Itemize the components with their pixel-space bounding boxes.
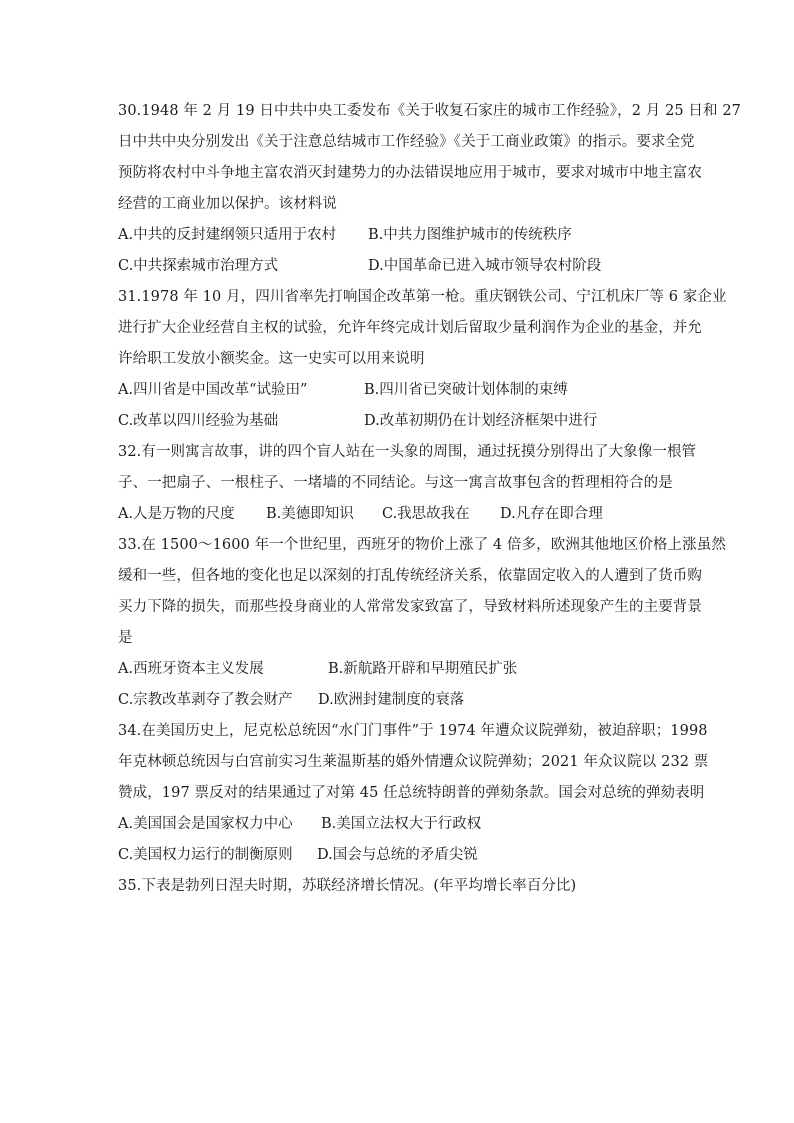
option-row xyxy=(118,654,678,685)
option-d: D.中国革命已进入城市领导农村阶段 xyxy=(368,258,602,274)
question-32 xyxy=(118,437,697,530)
question-text-line: 31.1978 年 10 月，四川省率先打响国企改革第一枪。重庆钢铁公司、宁江机床厂等 6 家企业 xyxy=(118,289,727,305)
question-text-line: 35.下表是勃列日涅夫时期，苏联经济增长情况。(年平均增长率百分比) xyxy=(118,878,577,894)
question-text-line: 33.在 1500～1600 年一个世纪里，西班牙的物价上涨了 4 倍多，欧洲其他地区价格上涨虽然 xyxy=(118,537,726,553)
question-text-line: 进行扩大企业经营自主权的试验，允许年终完成计划后留取少量利润作为企业的基金，并允 xyxy=(118,320,702,336)
option-row xyxy=(118,406,678,437)
question-text-line: 是 xyxy=(118,630,133,646)
question-33 xyxy=(118,530,726,716)
question-text-line: 买力下降的损失，而那些投身商业的人常常发家致富了，导致材料所述现象产生的主要背景 xyxy=(118,599,702,615)
question-text-line: 年克林顿总统因与白宫前实习生莱温斯基的婚外情遭众议院弹劾；2021 年众议院以 232 票 xyxy=(118,754,709,770)
option-d: D.改革初期仍在计划经济框架中进行 xyxy=(364,413,598,429)
question-35 xyxy=(118,871,678,902)
option-c: C.我思故我在 xyxy=(382,506,470,522)
question-text-line: 预防将农村中斗争地主富农消灭封建势力的办法错误地应用于城市，要求对城市中地主富农 xyxy=(118,165,702,181)
exam-page xyxy=(118,96,741,902)
option-d: D.欧洲封建制度的衰落 xyxy=(318,692,465,708)
option-a: A.西班牙资本主义发展 xyxy=(118,661,264,677)
option-c: C.宗教改革剥夺了教会财产 xyxy=(118,692,293,708)
option-a: A.四川省是中国改革“试验田” xyxy=(118,382,308,398)
question-text-line: 许给职工发放小额奖金。这一史实可以用来说明 xyxy=(118,351,425,367)
question-text-line: 缓和一些，但各地的变化也足以深刻的打乱传统经济关系，依靠固定收入的人遭到了货币购 xyxy=(118,568,702,584)
option-row xyxy=(118,220,678,251)
option-b: B.新航路开辟和早期殖民扩张 xyxy=(328,661,518,677)
option-b: B.美德即知识 xyxy=(266,506,354,522)
option-row xyxy=(118,251,678,282)
option-row xyxy=(118,840,678,871)
option-row xyxy=(118,809,678,840)
option-a: A.人是万物的尺度 xyxy=(118,506,235,522)
option-a: A.美国国会是国家权力中心 xyxy=(118,816,293,832)
question-34 xyxy=(118,716,709,871)
question-31 xyxy=(118,282,727,437)
option-a: A.中共的反封建纲领只适用于农村 xyxy=(118,227,337,243)
option-d: D.凡存在即合理 xyxy=(500,506,603,522)
question-text-line: 赞成，197 票反对的结果通过了对第 45 任总统特朗普的弹劾条款。国会对总统的弹劾表明 xyxy=(118,785,705,801)
option-c: C.改革以四川经验为基础 xyxy=(118,413,279,429)
option-b: B.中共力图维护城市的传统秩序 xyxy=(368,227,572,243)
question-text-line: 日中共中央分别发出《关于注意总结城市工作经验》《关于工商业政策》的指示。要求全党 xyxy=(118,134,695,150)
option-c: C.美国权力运行的制衡原则 xyxy=(118,847,293,863)
question-text-line: 30.1948 年 2 月 19 日中共中央工委发布《关于收复石家庄的城市工作经验》，2 月 25 日和 27 xyxy=(118,103,741,119)
option-row xyxy=(118,499,678,530)
question-text-line: 32.有一则寓言故事，讲的四个盲人站在一头象的周围，通过抚摸分别得出了大象像一根管 xyxy=(118,444,697,460)
option-b: B.四川省已突破计划体制的束缚 xyxy=(364,382,568,398)
option-b: B.美国立法权大于行政权 xyxy=(321,816,482,832)
option-row xyxy=(118,685,678,716)
option-d: D.国会与总统的矛盾尖锐 xyxy=(317,847,478,863)
option-row xyxy=(118,375,678,406)
question-text-line: 34.在美国历史上，尼克松总统因“水门门事件”于 1974 年遭众议院弹劾，被迫辞职；1998 xyxy=(118,723,708,739)
option-c: C.中共探索城市治理方式 xyxy=(118,258,279,274)
question-text-line: 子、一把扇子、一根柱子、一堵墙的不同结论。与这一寓言故事包含的哲理相符合的是 xyxy=(118,475,673,491)
question-text-line: 经营的工商业加以保护。该材料说 xyxy=(118,196,337,212)
question-30 xyxy=(118,96,741,282)
